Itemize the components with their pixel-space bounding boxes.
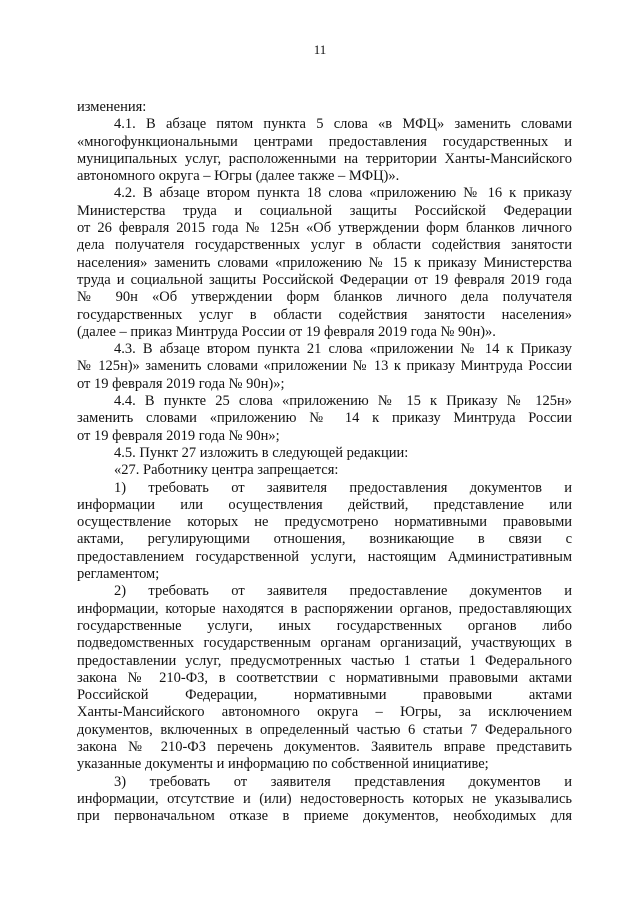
document-body [77,99,572,825]
text-line: 1) требовать от заявителя предоставления документов и [114,479,572,496]
text-line: предоставлением государственной услуги, настоящим Административным [77,548,572,565]
text-line: 4.5. Пункт 27 изложить в следующей редакции: [114,444,409,461]
text-line: заменить словами «приложению № 14 к приказу Минтруда России [77,410,572,427]
text-line: осуществление которых не предусмотрено нормативными правовыми [77,514,572,531]
text-line: государственные услуги, иных государственных органов либо [77,617,572,634]
text-line: актами, регулирующими отношения, возникающие в связи с [77,531,572,548]
text-line: Российской Федерации, нормативными правовыми актами [77,687,572,704]
text-line: Ханты-Мансийского автономного округа – Югры, за исключением [77,704,572,721]
text-line: 4.1. В абзаце пятом пункта 5 слова «в МФЦ» заменить словами [114,116,572,133]
text-line: информации, которые находятся в распоряжении органов, предоставляющих [77,600,572,617]
text-line: дела получателя государственных услуг в области содействия занятости [77,237,572,254]
page-number: 11 [313,42,327,57]
text-line: 4.3. В абзаце втором пункта 21 слова «приложении № 14 к Приказу [114,341,572,358]
text-line: при первоначальном отказе в приеме документов, необходимых для [77,808,572,825]
text-line: от 19 февраля 2019 года № 90н»; [77,427,280,444]
text-line: № 90н «Об утверждении форм бланков личного дела получателя [77,289,572,306]
text-line: 4.2. В абзаце втором пункта 18 слова «приложению № 16 к приказу [114,185,572,202]
text-line: Министерства труда и социальной защиты Российской Федерации [77,202,572,219]
text-line: № 125н)» заменить словами «приложении № 13 к приказу Минтруда России [77,358,572,375]
text-line: «27. Работнику центра запрещается: [114,462,339,479]
text-line: указанные документы и информацию по собственной инициативе; [77,756,489,773]
text-line: от 26 февраля 2015 года № 125н «Об утверждении форм бланков личного [77,220,572,237]
text-line: изменения: [77,99,147,115]
text-line: (далее – приказ Минтруда России от 19 февраля 2019 года № 90н)». [77,323,496,340]
text-line: 3) требовать от заявителя представления документов и [114,773,572,790]
text-line: «многофункциональными центрами предоставления государственных и [77,133,572,150]
text-line: закона № 210-ФЗ перечень документов. Заявитель вправе представить [77,738,572,755]
text-line: муниципальных услуг, расположенными на территории Ханты-Мансийского [77,150,572,167]
text-line: документов, включенных в определенный частью 6 статьи 7 Федерального [77,721,572,738]
text-line: от 19 февраля 2019 года № 90н)»; [77,375,285,392]
text-line: регламентом; [77,566,160,583]
text-line: информации, отсутствие и (или) недостоверность которых не указывались [77,790,572,807]
text-line: подведомственных государственным органам организаций, участвующих в [77,635,572,652]
text-line: 2) требовать от заявителя предоставление документов и [114,583,572,600]
text-line: информации или осуществления действий, представление или [77,496,572,513]
text-line: труда и социальной защиты Российской Федерации от 19 февраля 2019 года [77,271,572,288]
text-line: автономного округа – Югры (далее также – МФЦ)». [77,168,400,185]
text-line: закона № 210-ФЗ, в соответствии с нормативными правовыми актами [77,669,572,686]
text-line: государственных услуг в области содействия занятости населения» [77,306,572,323]
text-line: населения» заменить словами «приложению № 15 к приказу Министерства [77,254,572,271]
text-line: 4.4. В пункте 25 слова «приложению № 15 к Приказу № 125н» [114,393,572,410]
text-line: предоставлении услуг, предусмотренных частью 1 статьи 1 Федерального [77,652,572,669]
